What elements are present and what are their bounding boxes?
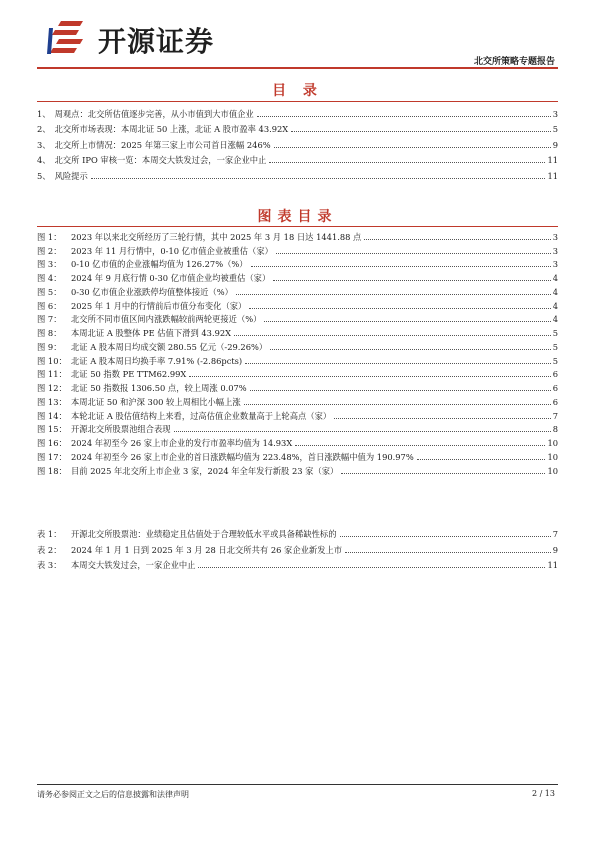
entry-number: 图 16： [37,438,67,448]
entry-label: 本周北证 50 和沪深 300 较上周相比小幅上涨 [71,396,241,407]
figure-list [37,229,558,477]
entry-label: 北交所 IPO 审核一览：本周交大铁发过会，一家企业中止 [54,155,267,165]
leader-dots [270,349,551,350]
entry-number: 表 3： [37,560,62,571]
leader-dots [341,473,545,474]
entry-page-number: 9 [552,544,558,555]
header-divider [37,67,558,69]
leader-dots [198,567,545,568]
entry-page-number: 8 [552,424,558,435]
entry-page-number: 3 [552,108,558,119]
entry-number: 图 9： [37,341,62,352]
figures-title-divider [37,226,558,227]
leader-dots [269,162,545,163]
figure-entry[interactable] [37,325,558,339]
leader-dots [276,253,551,254]
entry-number: 图 1： [37,231,62,242]
leader-dots [340,536,551,537]
entry-number: 图 8： [37,328,62,338]
entry-page-number: 7 [552,528,558,539]
leader-dots [334,418,551,419]
entry-page-number: 5 [552,355,558,366]
entry-number: 3、 [37,139,51,150]
entry-label: 2024 年初至今 26 家上市企业的首日涨跌幅均值为 223.48%，首日涨跌幅中值为 190.97% [71,451,414,462]
figure-entry[interactable] [37,339,558,353]
toc-entry[interactable] [37,104,558,120]
leader-dots [249,308,550,309]
entry-page-number: 4 [552,300,558,311]
entry-number: 图 18： [37,465,67,476]
figure-entry[interactable] [37,312,558,326]
page-header [0,0,595,70]
entry-label: 北交所市场表现：本周北证 50 上涨，北证 A 股市盈率 43.92X [54,124,289,134]
leader-dots [264,321,550,322]
entry-number: 图 6： [37,300,62,311]
entry-page-number: 3 [552,259,558,270]
leader-dots [417,459,546,460]
entry-page-number: 3 [552,245,558,256]
figure-entry[interactable] [37,243,558,257]
entry-number: 图 7： [37,314,62,325]
toc-title-divider [37,101,558,102]
footer-disclaimer: 请务必参阅正文之后的信息披露和法律声明 [37,790,189,799]
entry-label: 北交所上市情况：2025 年第三家上市公司首日涨幅 246% [54,139,271,150]
entry-label: 北证 A 股本周日均换手率 7.91% (-2.86pcts) [71,355,243,366]
entry-label: 0-30 亿市值企业涨跌停均值整体接近（%） [71,286,233,297]
entry-label: 本轮北证 A 股估值结构上来看，过高估值企业数量高于上轮高点（家） [71,410,332,421]
toc-entry[interactable] [37,151,558,167]
entry-number: 图 17： [37,451,67,462]
entry-label: 目前 2025 年北交所上市企业 3 家，2024 年全年发行新股 23 家（家） [71,465,339,476]
entry-label: 开源北交所股票池组合表现 [71,424,171,435]
entry-number: 图 12： [37,383,67,393]
figure-entry[interactable] [37,394,558,408]
entry-label: 风险提示 [54,170,88,181]
leader-dots [273,280,550,281]
toc-entry[interactable] [37,135,558,151]
toc-entry[interactable] [37,120,558,136]
entry-number: 图 11： [37,369,67,380]
entry-page-number: 5 [552,341,558,352]
leader-dots [174,431,551,432]
leader-dots [274,147,551,148]
entry-label: 0-10 亿市值的企业涨幅均值为 126.27%（%） [71,259,248,270]
entry-page-number: 4 [552,273,558,283]
leader-dots [364,239,550,240]
entry-number: 2、 [37,124,51,134]
table-entry[interactable] [37,524,558,540]
entry-page-number: 4 [552,314,558,325]
entry-page-number: 7 [552,410,558,421]
toc-list [37,104,558,182]
figure-entry[interactable] [37,257,558,271]
leader-dots [295,445,545,446]
entry-label: 北交所不同市值区间内涨跌幅较前两轮更接近（%） [71,314,262,325]
figure-entry[interactable] [37,435,558,449]
toc-entry[interactable] [37,166,558,182]
figure-entry[interactable] [37,463,558,477]
entry-number: 1、 [37,108,51,119]
entry-number: 图 3： [37,259,62,270]
entry-page-number: 6 [552,396,558,407]
entry-page-number: 10 [547,465,558,476]
entry-page-number: 9 [552,139,558,150]
leader-dots [91,178,546,179]
figure-entry[interactable] [37,449,558,463]
figure-entry[interactable] [37,298,558,312]
leader-dots [291,131,551,132]
leader-dots [345,552,551,553]
entry-label: 2025 年 1 月中的行情前后市值分布变化（家） [71,300,247,311]
entry-label: 本周交大铁发过会，一家企业中止 [71,560,196,571]
figure-entry[interactable] [37,353,558,367]
entry-page-number: 10 [547,451,558,462]
entry-page-number: 4 [552,286,558,297]
figure-entry[interactable] [37,380,558,394]
figure-entry[interactable] [37,367,558,381]
leader-dots [251,266,551,267]
figures-title: 图表目录 [257,209,338,225]
leader-dots [245,363,551,364]
entry-label: 周观点：北交所估值逐步完善，从小市值到大市值企业 [54,108,254,119]
leader-dots [244,404,551,405]
entry-number: 图 4： [37,273,62,283]
entry-page-number: 6 [552,383,558,393]
entry-page-number: 5 [552,328,558,338]
leader-dots [236,294,551,295]
entry-label: 2024 年 9 月底行情 0-30 亿市值企业均被重估（家） [71,273,271,283]
entry-page-number: 3 [552,231,558,242]
entry-number: 图 14： [37,410,67,421]
entry-label: 2023 年以来北交所经历了三轮行情，其中 2025 年 3 月 18 日达 1441.88 点 [71,231,362,242]
table-entry[interactable] [37,556,558,572]
footer-divider [37,784,558,785]
entry-number: 5、 [37,170,51,181]
entry-page-number: 11 [547,170,558,181]
entry-page-number: 11 [547,155,558,165]
entry-number: 表 1： [37,528,62,539]
entry-number: 4、 [37,155,51,165]
entry-label: 北证 50 指数 PE TTM62.99X [71,369,187,380]
figure-entry[interactable] [37,422,558,436]
leader-dots [250,390,551,391]
entry-page-number: 11 [547,560,558,571]
figure-entry[interactable] [37,229,558,243]
entry-label: 本周北证 A 股整体 PE 估值下滑到 43.92X [71,328,232,338]
entry-number: 图 15： [37,424,67,435]
entry-page-number: 6 [552,369,558,380]
kaiyuan-logo-icon [47,18,89,56]
entry-label: 北证 A 股本周日均成交额 280.55 亿元（-29.26%） [71,341,268,352]
entry-number: 图 2： [37,245,62,256]
page-number: 2 / 13 [531,789,555,798]
entry-label: 2024 年 1 月 1 日到 2025 年 3 月 28 日北交所共有 26 家企业新发上市 [71,544,343,555]
figure-entry[interactable] [37,408,558,422]
leader-dots [234,335,551,336]
figure-entry[interactable] [37,270,558,284]
entry-label: 北证 50 指数报 1306.50 点，较上周涨 0.07% [71,383,247,393]
entry-page-number: 5 [552,124,558,134]
entry-number: 图 5： [37,286,62,297]
leader-dots [257,116,551,117]
entry-label: 2023 年 11 月行情中，0-10 亿市值企业被重估（家） [71,245,273,256]
entry-label: 2024 年初至今 26 家上市企业的发行市盈率均值为 14.93X [71,438,293,448]
entry-number: 表 2： [37,544,62,555]
entry-number: 图 10： [37,355,67,366]
entry-number: 图 13： [37,396,67,407]
entry-page-number: 10 [547,438,558,448]
brand-name: 开源证券 [98,25,215,58]
table-list [37,524,558,571]
report-type-label: 北交所策略专题报告 [473,57,555,67]
table-entry[interactable] [37,540,558,556]
figure-entry[interactable] [37,284,558,298]
leader-dots [189,376,550,377]
toc-title: 目 录 [272,83,323,99]
entry-label: 开源北交所股票池：业绩稳定且估值处于合理较低水平或具备稀缺性标的 [71,528,337,539]
